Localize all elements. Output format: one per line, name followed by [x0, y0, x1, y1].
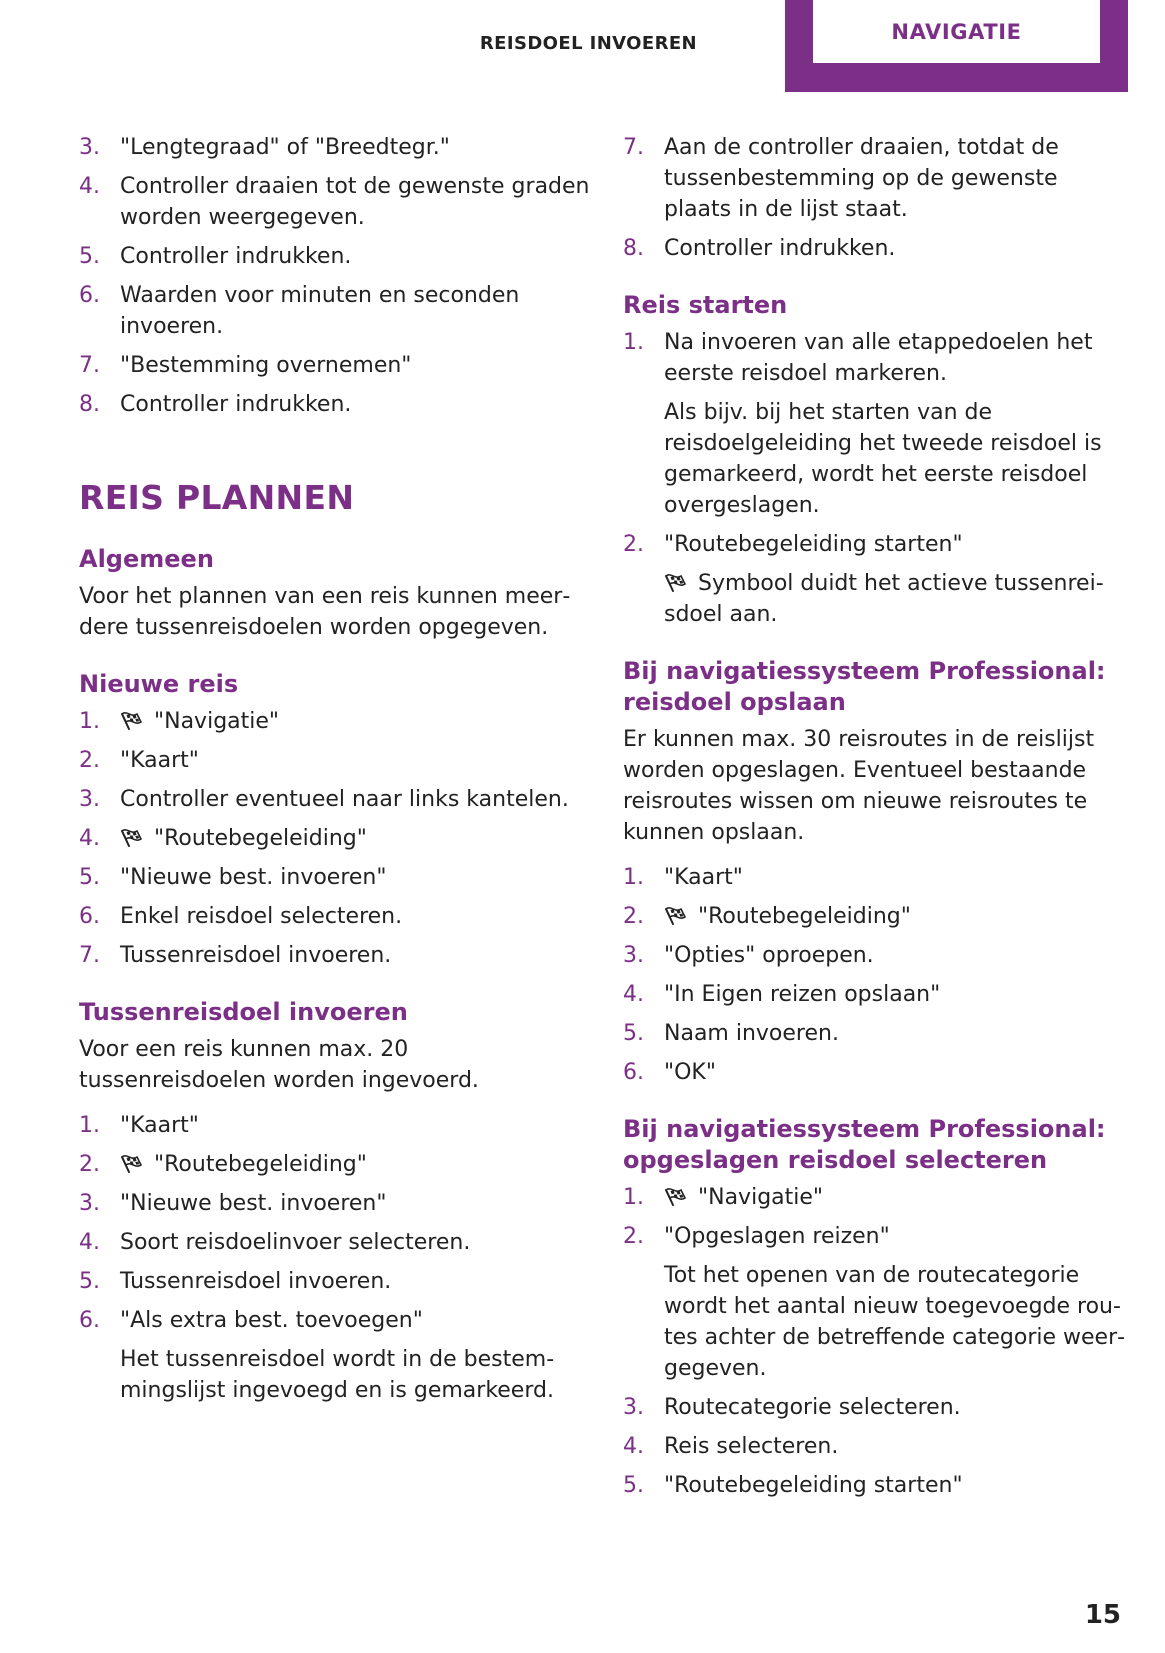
list-item	[79, 241, 591, 272]
step-text: "Routebegeleiding"	[154, 1152, 367, 1177]
step-number: 1.	[79, 709, 100, 734]
step-number: 5.	[79, 244, 100, 269]
step-number: 2.	[623, 904, 644, 929]
step-number: 8.	[79, 392, 100, 417]
heading-tussenreisdoel: Tussenreisdoel invoeren	[79, 998, 408, 1026]
step-number: 6.	[623, 1060, 644, 1085]
step-number: 1.	[623, 1185, 644, 1210]
step-text: "Als extra best. toevoegen"	[120, 1308, 423, 1333]
step-text: Aan de controller draaien, totdat de tussenbestemming op de gewenste plaats in de lijst staat.	[664, 135, 1059, 222]
list-item	[79, 745, 591, 776]
step-number: 4.	[79, 1230, 100, 1255]
list-item	[623, 132, 1128, 225]
step-text: Controller indrukken.	[664, 236, 896, 261]
list-item	[623, 1470, 1128, 1501]
step-number: 7.	[79, 353, 100, 378]
list-item	[79, 350, 591, 381]
header-chapter-label: NAVIGATIE	[813, 0, 1100, 63]
step-text: "Kaart"	[664, 865, 743, 890]
step-number: 2.	[79, 1152, 100, 1177]
step-text: "Routebegeleiding starten"	[664, 1473, 963, 1498]
heading-reis-starten: Reis starten	[623, 291, 788, 319]
list-item	[79, 784, 591, 815]
list-item	[79, 280, 591, 342]
list-item	[623, 1221, 1128, 1252]
list-item	[79, 132, 591, 163]
step-number: 5.	[79, 1269, 100, 1294]
list-item	[79, 1305, 591, 1336]
step-text: "Routebegeleiding"	[698, 904, 911, 929]
step-text: "Routebegeleiding starten"	[664, 532, 963, 557]
list-item	[79, 940, 591, 971]
list-item	[623, 901, 1128, 932]
step-text: Na invoeren van alle etappedoelen het eerste reisdoel markeren.	[664, 330, 1093, 386]
step-number: 1.	[623, 330, 644, 355]
list-item	[623, 1018, 1128, 1049]
step-text: Tussenreisdoel invoeren.	[120, 943, 392, 968]
heading-reisdoel-opslaan: Bij navigatiessysteem Professional: reisdoel opslaan	[623, 657, 1106, 716]
step-number: 3.	[623, 943, 644, 968]
note-text: Symbool duidt het actieve tussenreisdoel aan.	[664, 571, 1104, 627]
step-number: 6.	[79, 1308, 100, 1333]
step-note	[664, 568, 1128, 630]
list-item	[623, 940, 1128, 971]
step-note: Als bijv. bij het starten van de reisdoelgeleiding het tweede reisdoel is gemarkeerd, wordt het eerste reisdoel overgeslagen.	[664, 400, 1102, 518]
step-number: 5.	[623, 1473, 644, 1498]
step-number: 6.	[79, 904, 100, 929]
step-text: "OK"	[664, 1060, 716, 1085]
step-text: "Opgeslagen reizen"	[664, 1224, 890, 1249]
step-text: Waarden voor minuten en seconden invoeren.	[120, 283, 520, 339]
checkered-flag-icon	[120, 827, 144, 847]
step-text: Controller indrukken.	[120, 392, 352, 417]
list-item	[79, 1110, 591, 1141]
step-number: 3.	[79, 1191, 100, 1216]
step-number: 4.	[623, 982, 644, 1007]
step-text: "Kaart"	[120, 748, 199, 773]
list-item	[79, 1227, 591, 1258]
step-number: 4.	[79, 826, 100, 851]
list-item	[79, 1149, 591, 1180]
step-text: "Nieuwe best. invoeren"	[120, 865, 387, 890]
step-note: Tot het openen van de routecategorie wordt het aantal nieuw toegevoegde routes achter de betreffende categorie weergegeven.	[664, 1263, 1126, 1381]
step-text: "Nieuwe best. invoeren"	[120, 1191, 387, 1216]
list-item	[79, 389, 591, 420]
step-text: "Navigatie"	[154, 709, 280, 734]
step-text: "Lengtegraad" of "Breedtegr."	[120, 135, 450, 160]
list-item	[79, 1266, 591, 1297]
checkered-flag-icon	[664, 1186, 688, 1206]
step-text: Controller draaien tot de gewenste graden worden weergegeven.	[120, 174, 590, 230]
step-number: 1.	[79, 1113, 100, 1138]
list-item	[79, 1188, 591, 1219]
step-text: Tussenreisdoel invoeren.	[120, 1269, 392, 1294]
step-text: "Navigatie"	[698, 1185, 824, 1210]
checkered-flag-icon	[664, 572, 688, 592]
step-number: 7.	[79, 943, 100, 968]
list-item	[623, 1182, 1128, 1213]
paragraph-reisdoel-opslaan: Er kunnen max. 30 reisroutes in de reislijst worden opgeslagen. Eventueel bestaande reisroutes wissen om nieuwe reisroutes te kunnen opslaan.	[623, 727, 1095, 845]
step-text: Enkel reisdoel selecteren.	[120, 904, 403, 929]
checkered-flag-icon	[664, 905, 688, 925]
step-text: Soort reisdoelinvoer selecteren.	[120, 1230, 471, 1255]
step-text: Routecategorie selecteren.	[664, 1395, 961, 1420]
list-item	[79, 706, 591, 737]
header-section-title: REISDOEL INVOEREN	[479, 33, 697, 54]
list-item	[623, 1057, 1128, 1088]
list-item	[79, 171, 591, 233]
step-number: 7.	[623, 135, 644, 160]
left-column	[79, 132, 591, 1414]
step-number: 5.	[79, 865, 100, 890]
heading-nieuwe-reis: Nieuwe reis	[79, 670, 239, 698]
step-number: 3.	[79, 135, 100, 160]
list-item	[623, 327, 1128, 389]
step-number: 3.	[623, 1395, 644, 1420]
step-text: "Opties" oproepen.	[664, 943, 874, 968]
step-number: 2.	[623, 532, 644, 557]
section-title: REIS PLANNEN	[79, 478, 355, 517]
list-item	[79, 862, 591, 893]
step-number: 2.	[623, 1224, 644, 1249]
list-item	[623, 529, 1128, 560]
step-number: 5.	[623, 1021, 644, 1046]
heading-algemeen: Algemeen	[79, 545, 214, 573]
checkered-flag-icon	[120, 1153, 144, 1173]
list-item	[623, 862, 1128, 893]
step-text: "In Eigen reizen opslaan"	[664, 982, 941, 1007]
right-column	[623, 132, 1128, 1509]
step-number: 4.	[79, 174, 100, 199]
step-number: 1.	[623, 865, 644, 890]
paragraph-tussenreisdoel: Voor een reis kunnen max. 20 tussenreisdoelen worden ingevoerd.	[79, 1037, 479, 1093]
step-number: 4.	[623, 1434, 644, 1459]
step-number: 8.	[623, 236, 644, 261]
step-number: 6.	[79, 283, 100, 308]
list-item	[623, 1431, 1128, 1462]
step-note: Het tussenreisdoel wordt in de bestemmingslijst ingevoegd en is gemarkeerd.	[120, 1347, 555, 1403]
heading-reisdoel-selecteren: Bij navigatiessysteem Professional: opgeslagen reisdoel selecteren	[623, 1115, 1106, 1174]
step-text: "Kaart"	[120, 1113, 199, 1138]
step-text: Controller eventueel naar links kantelen.	[120, 787, 569, 812]
step-text: Reis selecteren.	[664, 1434, 839, 1459]
step-number: 2.	[79, 748, 100, 773]
step-text: Naam invoeren.	[664, 1021, 839, 1046]
list-item	[623, 233, 1128, 264]
list-item	[79, 901, 591, 932]
step-text: "Bestemming overnemen"	[120, 353, 412, 378]
paragraph-algemeen: Voor het plannen van een reis kunnen meerdere tussenreisdoelen worden opgegeven.	[79, 584, 571, 640]
list-item	[623, 979, 1128, 1010]
step-text: "Routebegeleiding"	[154, 826, 367, 851]
list-item	[79, 823, 591, 854]
page-number: 15	[1084, 1600, 1121, 1630]
step-number: 3.	[79, 787, 100, 812]
list-item	[623, 1392, 1128, 1423]
step-text: Controller indrukken.	[120, 244, 352, 269]
header-chapter-tab	[785, 0, 1128, 92]
checkered-flag-icon	[120, 710, 144, 730]
